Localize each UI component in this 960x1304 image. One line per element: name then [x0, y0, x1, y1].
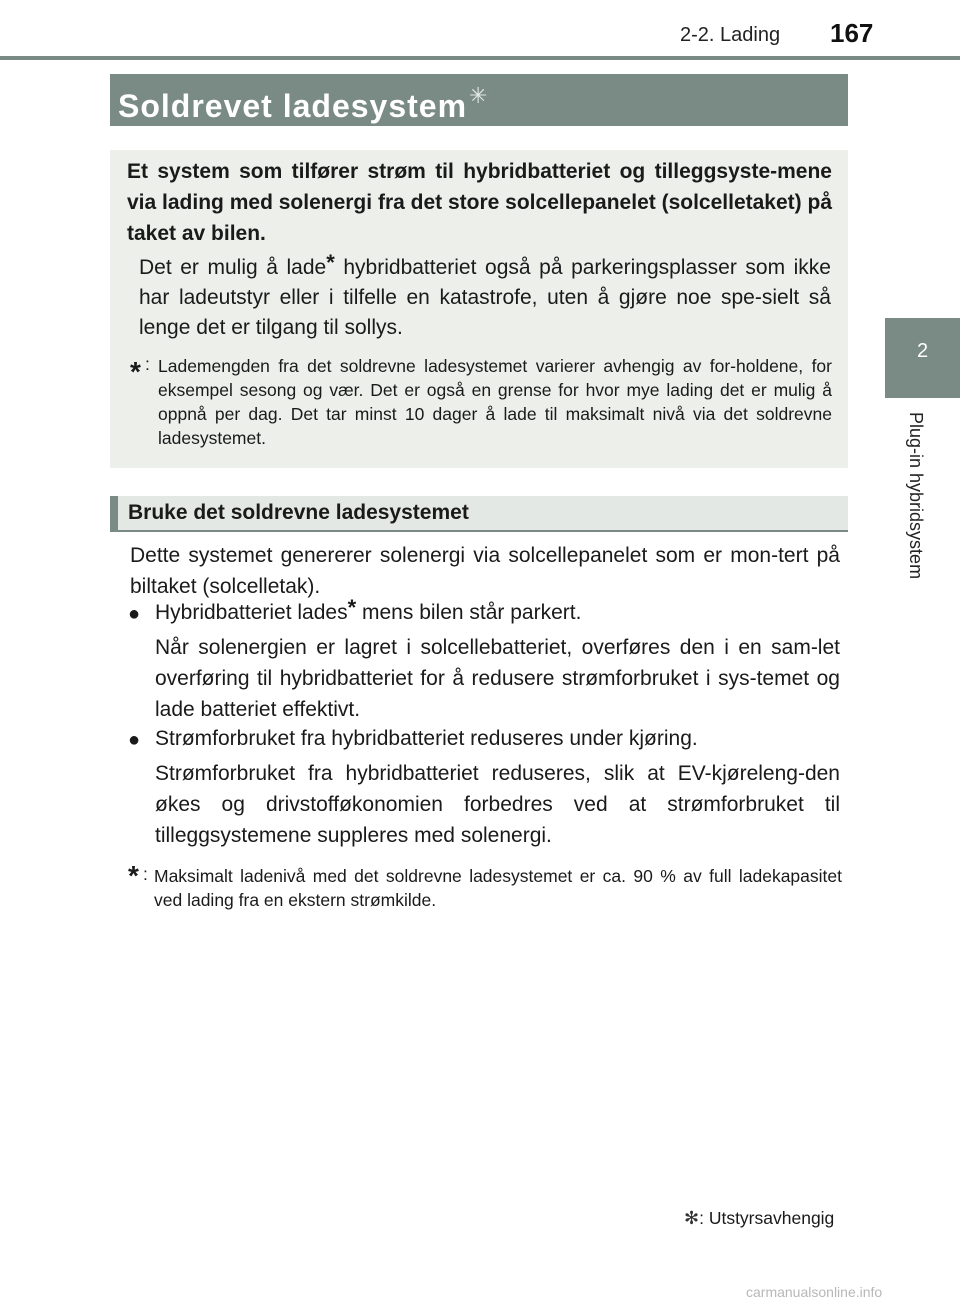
bullet-body: Når solenergien er lagret i solcellebatteriet, overføres den i en sam-let overføring til hybridbatteriet for å redusere strømforbruket i sys-temet og lade batteriet effektivt.	[155, 636, 840, 721]
page-number: 167	[830, 18, 874, 48]
chapter-number: 2	[916, 340, 929, 362]
bullet-icon: ●	[128, 603, 141, 625]
intro-body-end: hybridbatteriet også på parkeringsplasser som ikke har ladeutstyr eller i tilfelle en katastrofe, uten å gjøre noe spe-sielt så lenge det er tilgang til sollys.	[139, 256, 831, 339]
section-paragraph: Dette systemet genererer solenergi via solcellepanelet som er mon-tert på biltaket (solcelletak).	[130, 544, 840, 598]
intro-footnote: Lademengden fra det soldrevne ladesystemet varierer avhengig av for-holdene, for eksempel sesong og vær. Det er også en grense for hvor mye lading det er mulig å oppnå per dag. Det tar minst 10 dager å lade til maksimalt nivå via det soldrevne ladesystemet.	[158, 356, 832, 448]
bullet-heading-end: mens bilen står parkert.	[356, 601, 582, 624]
bullet-icon: ●	[128, 729, 141, 751]
page-title	[118, 83, 488, 125]
header-section-title: 2-2. Lading	[680, 24, 781, 46]
intro-summary: Et system som tilfører strøm til hybridbatteriet og tilleggsyste-mene via lading med solenergi fra det store solcellepanelet (solcelletaket) på taket av bilen.	[127, 160, 832, 245]
footnote-colon: :	[143, 864, 148, 884]
watermark: carmanualsonline.info	[746, 1284, 883, 1300]
subheading-accent	[110, 496, 118, 532]
bullet-body: Strømforbruket fra hybridbatteriet reduseres, slik at EV-kjøreleng-den økes og drivstofføkonomien forbedres ved at strømforbruket til tilleggsystemene suppleres med solenergi.	[155, 762, 840, 847]
header-divider	[0, 56, 960, 60]
chapter-tab[interactable]	[885, 318, 960, 398]
chapter-label: Plug-in hybridsystem	[906, 412, 926, 580]
bullet-heading-start: Hybridbatteriet lades	[155, 601, 348, 624]
equipment-note-text: : Utstyrsavhengig	[699, 1208, 835, 1228]
footnote-ref: *	[347, 595, 357, 620]
equipment-note	[684, 1208, 834, 1229]
equipment-marker-icon: ✻	[684, 1208, 700, 1228]
page-title-text: Soldrevet ladesystem	[118, 88, 468, 124]
intro-body	[139, 250, 831, 343]
footnote-mark: *	[130, 356, 141, 387]
subheading: Bruke det soldrevne ladesystemet	[128, 501, 469, 524]
section-footnote: Maksimalt ladenivå med det soldrevne ladesystemet er ca. 90 % av full ladekapasitet ved lading fra en ekstern strømkilde.	[154, 866, 842, 910]
bullet-heading	[155, 595, 582, 625]
footnote-ref: *	[326, 250, 335, 275]
footnote-mark: *	[128, 860, 139, 891]
intro-body-start: Det er mulig å lade	[139, 256, 327, 279]
bullet-heading: Strømforbruket fra hybridbatteriet reduseres under kjøring.	[155, 727, 698, 750]
footnote-colon: :	[145, 354, 150, 374]
equipment-marker-icon: ✳	[469, 83, 489, 108]
